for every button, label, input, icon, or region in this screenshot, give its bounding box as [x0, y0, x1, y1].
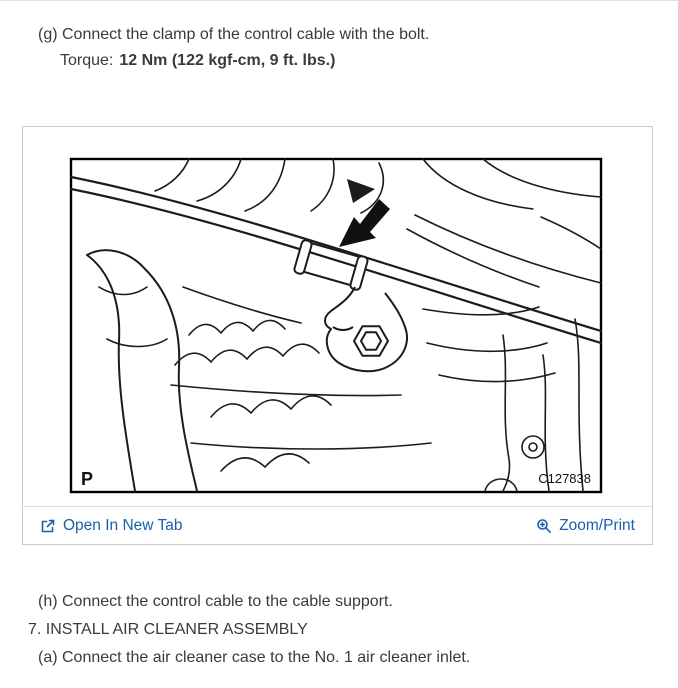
- diagram-frame: [71, 159, 601, 492]
- torque-label: Torque:: [60, 52, 114, 69]
- instruction-step-a: (a) Connect the air cleaner case to the No. 1 air cleaner inlet.: [38, 649, 471, 666]
- figure-code: C127838: [538, 471, 591, 486]
- figure-card: [22, 126, 653, 545]
- figure-image-area: [23, 127, 652, 506]
- zoom-print-label: Zoom/Print: [559, 516, 635, 534]
- instruction-step-h: (h) Connect the control cable to the cable support.: [38, 593, 393, 610]
- instruction-step-7: 7. INSTALL AIR CLEANER ASSEMBLY: [28, 621, 308, 638]
- zoom-print-link[interactable]: [536, 517, 635, 535]
- zoom-magnifier-icon: [536, 518, 552, 534]
- open-in-new-tab-link[interactable]: [40, 517, 182, 535]
- figure-part-label: P: [81, 469, 94, 489]
- instruction-step-g: (g) Connect the clamp of the control cable with the bolt.: [38, 26, 430, 43]
- torque-value: 12 Nm (122 kgf-cm, 9 ft. lbs.): [119, 52, 336, 69]
- viewer-footer: [23, 506, 652, 544]
- open-in-new-tab-label: Open In New Tab: [63, 516, 183, 534]
- engine-diagram: [69, 157, 603, 494]
- open-in-new-tab-icon: [40, 518, 56, 534]
- torque-line: [60, 50, 335, 72]
